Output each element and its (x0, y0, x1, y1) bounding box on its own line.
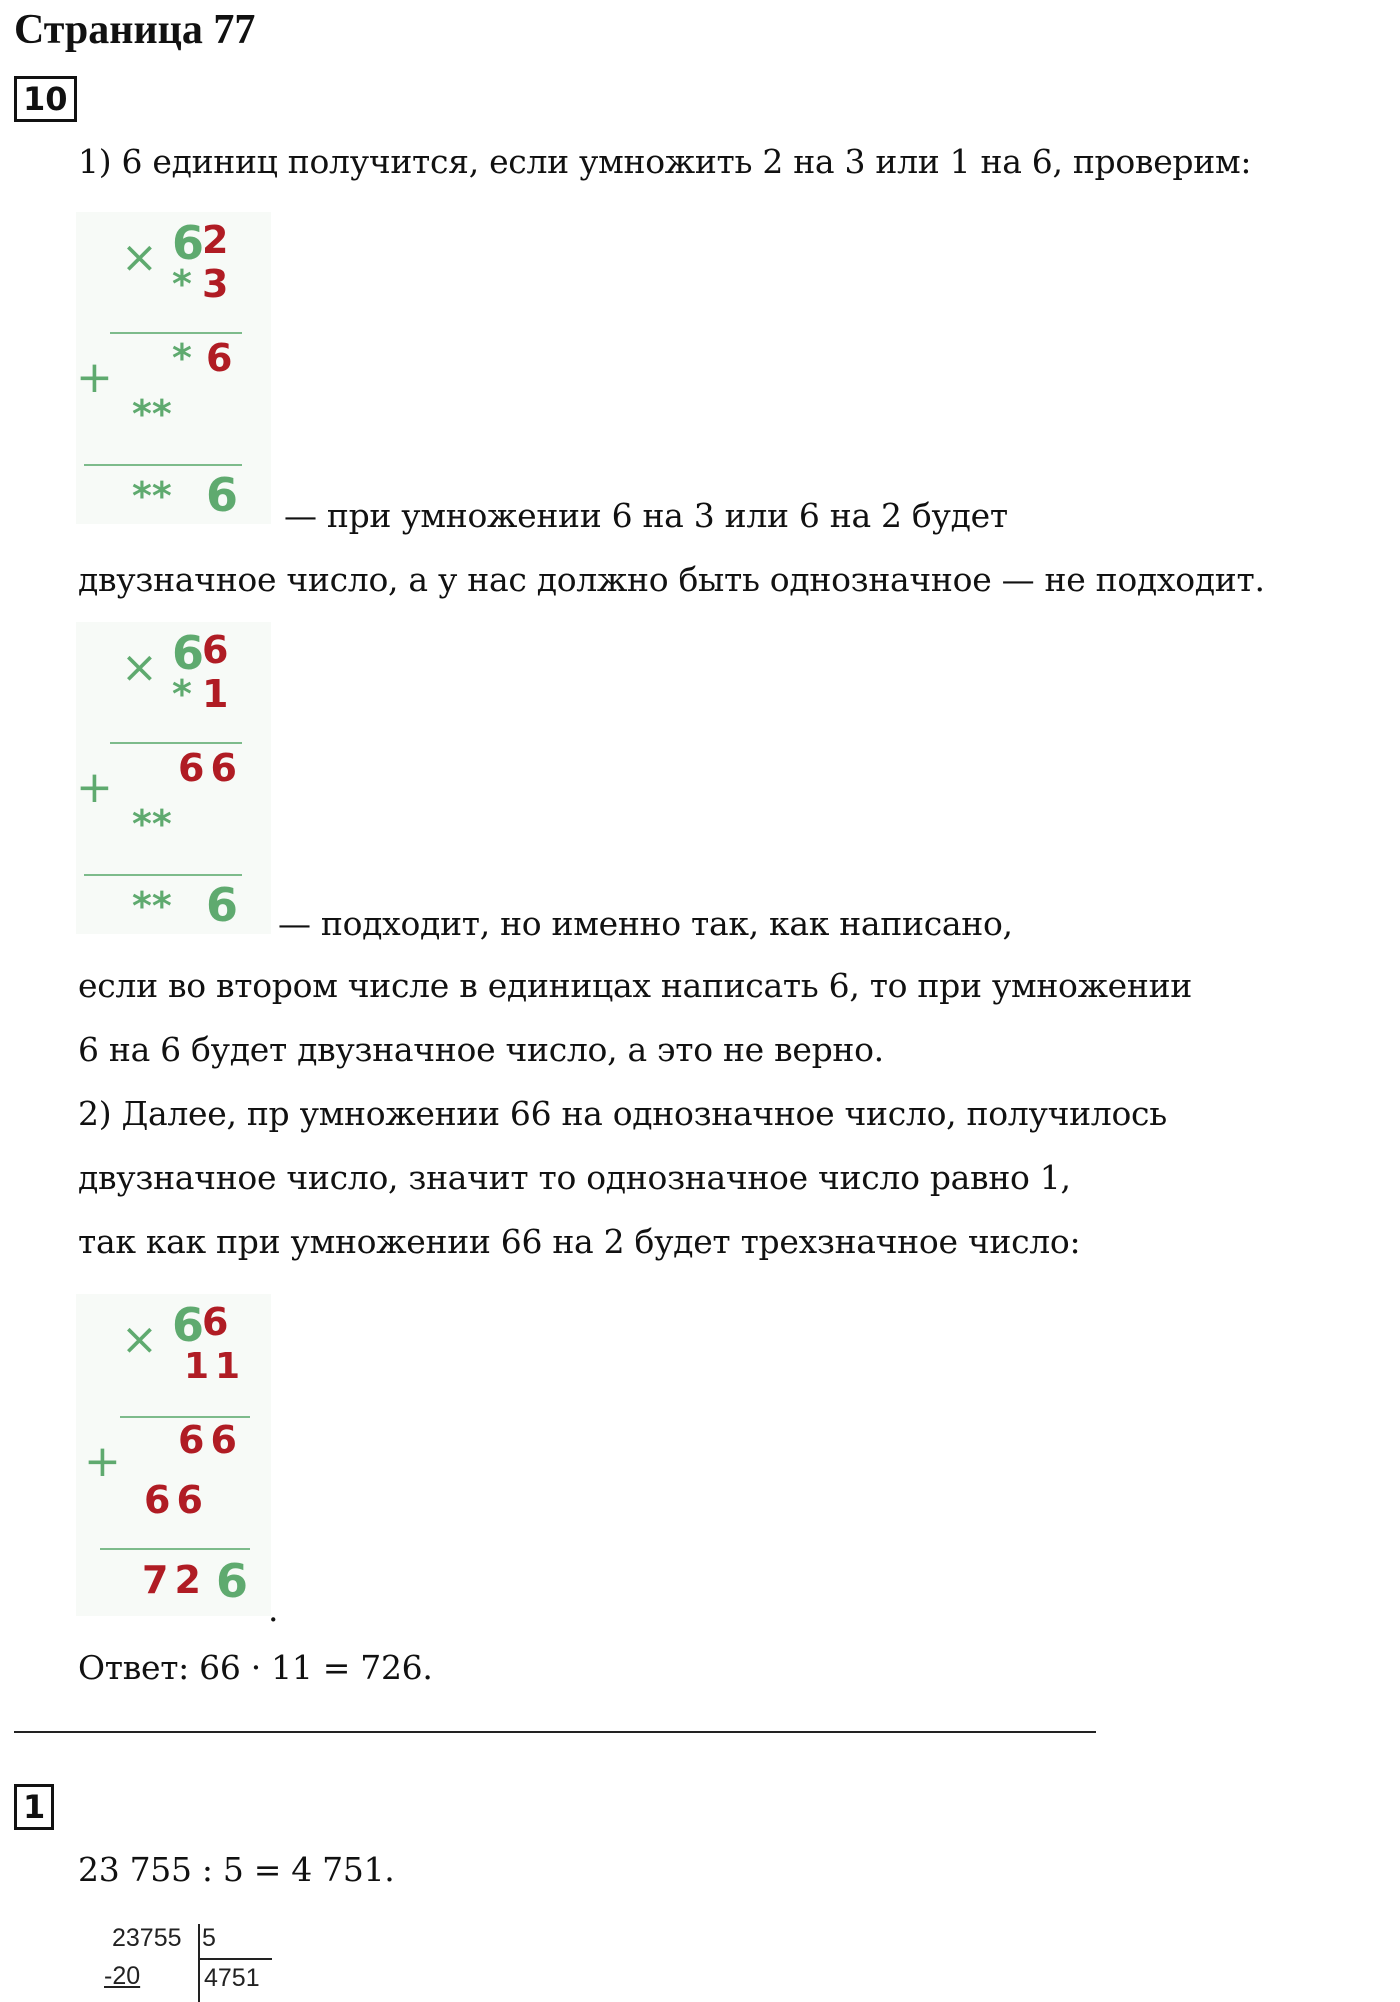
calc-rule (84, 874, 242, 876)
plus-sign: + (84, 1436, 121, 1487)
calc-digit: 72 (142, 1558, 207, 1602)
calc-digit: 66 (178, 1418, 243, 1462)
calc-digit: 6 (202, 1300, 229, 1344)
division-subtrahend: -20 (104, 1962, 141, 1990)
calc-digit: 2 (202, 218, 229, 262)
text-line-4: 6 на 6 будет двузначное число, а это не верно. (78, 1030, 884, 1069)
calc-digit: 6 (216, 1554, 249, 1608)
calc-digit: 66 (178, 746, 243, 790)
division-quotient: 4751 (204, 1964, 260, 1992)
calc-digit: * (172, 262, 192, 306)
text-line-1: 1) 6 единиц получится, если умножить 2 на 3 или 1 на 6, проверим: (78, 142, 1252, 181)
task-number-1: 1 (14, 1784, 54, 1830)
calc-digit: 1 (202, 672, 229, 716)
division-horizontal-rule (198, 1958, 272, 1960)
division-divisor: 5 (202, 1924, 216, 1952)
text-note-2: — подходит, но именно так, как написано, (278, 904, 1013, 943)
calc-digit: ** (132, 392, 172, 436)
long-division (100, 1918, 300, 2002)
calc-digit: ** (132, 884, 172, 928)
times-sign: × (121, 642, 158, 693)
calc-digit: * (172, 336, 192, 380)
plus-sign: + (76, 762, 113, 813)
calc-digit: 6 (172, 216, 205, 270)
calc-digit: 66 (144, 1478, 209, 1522)
calc-digit: 6 (206, 878, 239, 932)
division-vertical-rule (198, 1924, 200, 2002)
text-line-5: 2) Далее, пр умножении 66 на однозначное число, получилось (78, 1094, 1167, 1133)
text-line-6: двузначное число, значит то однозначное число равно 1, (78, 1158, 1071, 1197)
times-sign: × (121, 1314, 158, 1365)
calc-digit: 6 (172, 626, 205, 680)
text-dot: . (268, 1590, 279, 1629)
multiplication-calc-2 (76, 622, 271, 934)
division-dividend: 23755 (112, 1924, 182, 1952)
equation-line: 23 755 : 5 = 4 751. (78, 1850, 395, 1889)
section-divider (14, 1731, 1096, 1733)
multiplication-calc-3 (76, 1294, 271, 1616)
multiplication-calc-1 (76, 212, 271, 524)
calc-rule (110, 332, 242, 334)
answer-line: Ответ: 66 · 11 = 726. (78, 1648, 433, 1687)
calc-digit: 11 (184, 1346, 247, 1387)
calc-rule (100, 1548, 250, 1550)
text-line-2: двузначное число, а у нас должно быть однозначное — не подходит. (78, 560, 1265, 599)
calc-digit: ** (132, 802, 172, 846)
calc-digit: 6 (206, 468, 239, 522)
text-note-1: — при умножении 6 на 3 или 6 на 2 будет (284, 496, 1008, 535)
text-line-3: если во втором числе в единицах написать 6, то при умножении (78, 966, 1192, 1005)
calc-rule (110, 742, 242, 744)
plus-sign: + (76, 352, 113, 403)
calc-digit: 3 (202, 262, 229, 306)
page-title: Страница 77 (14, 7, 256, 53)
calc-digit: * (172, 672, 192, 716)
calc-digit: ** (132, 474, 172, 518)
times-sign: × (121, 232, 158, 283)
task-number-10: 10 (14, 76, 77, 122)
calc-digit: 6 (206, 336, 233, 380)
calc-digit: 6 (202, 628, 229, 672)
text-line-7: так как при умножении 66 на 2 будет трехзначное число: (78, 1222, 1081, 1261)
calc-rule (84, 464, 242, 466)
calc-digit: 6 (172, 1298, 205, 1352)
